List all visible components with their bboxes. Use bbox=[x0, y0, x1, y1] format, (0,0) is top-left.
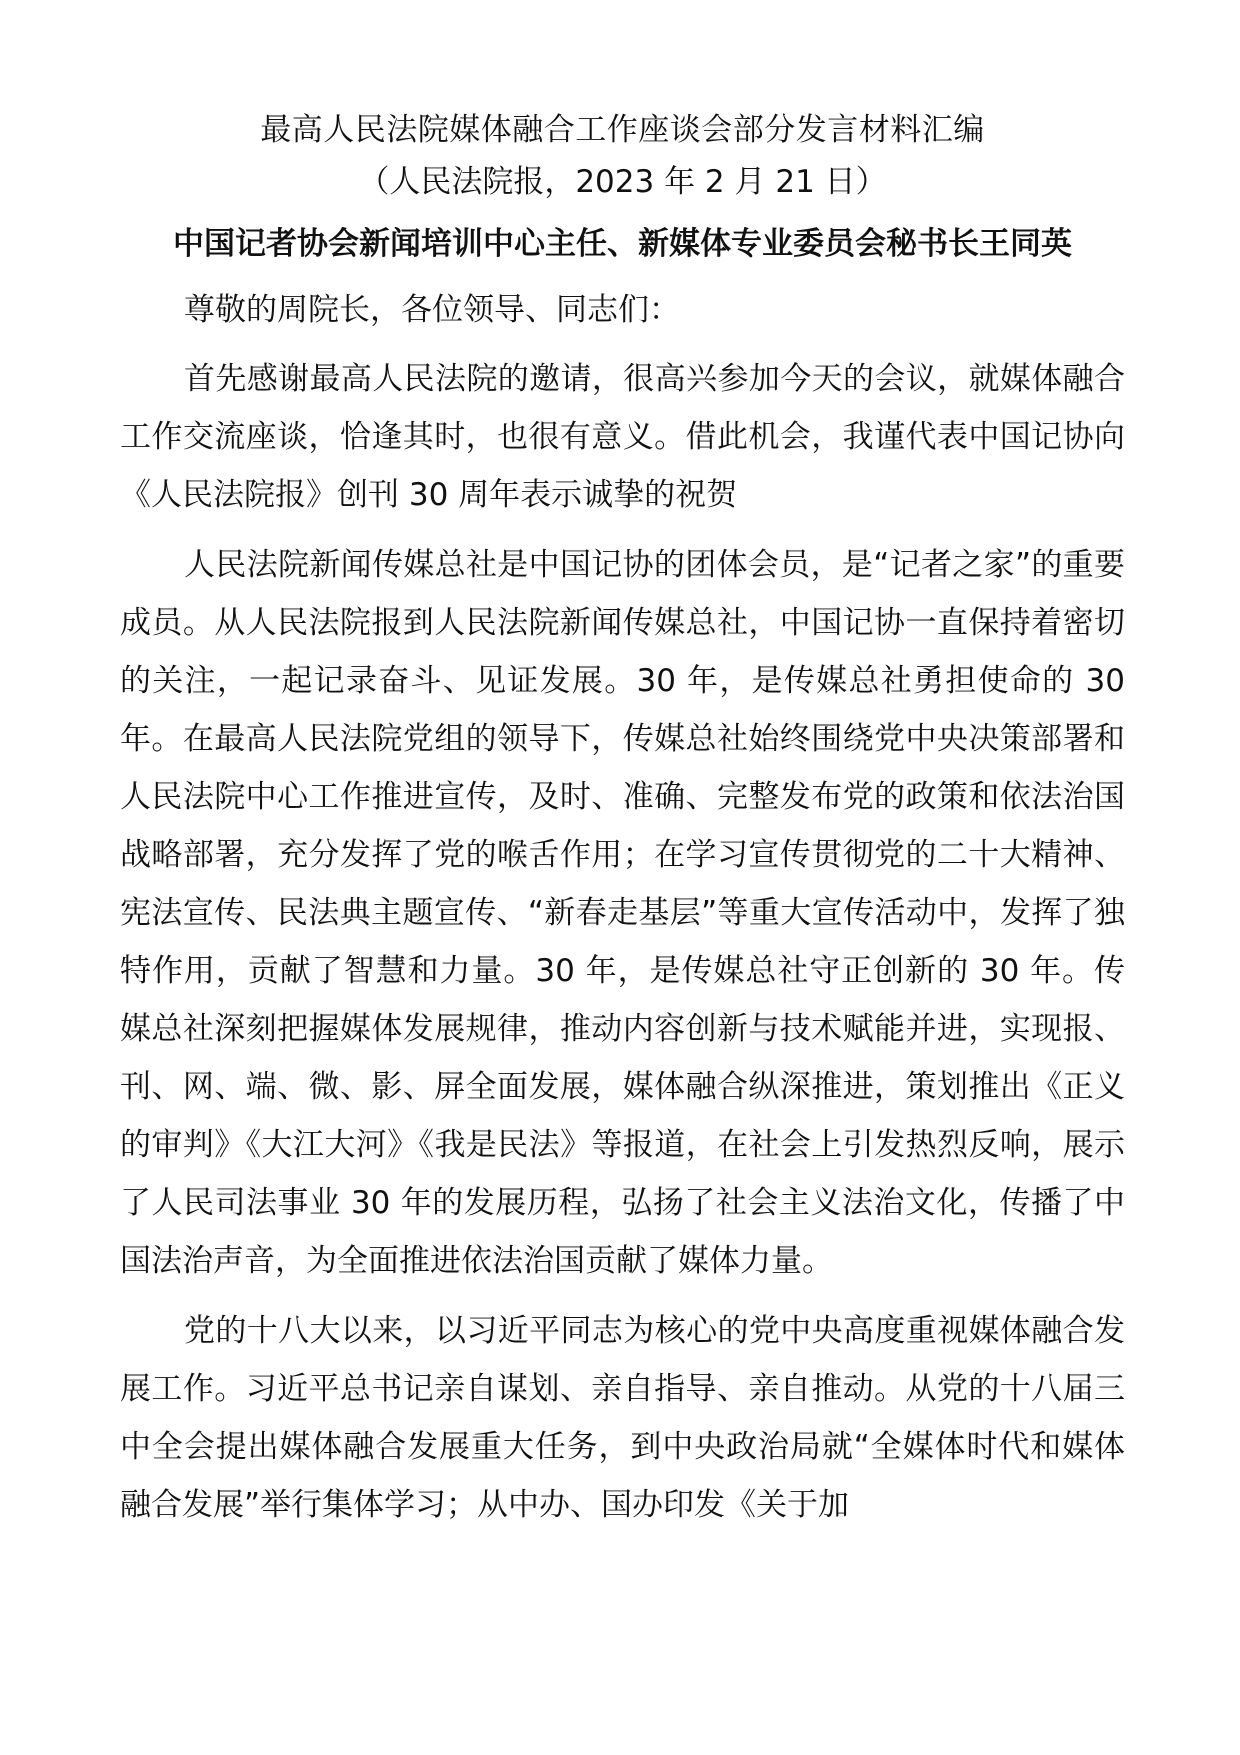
document-title: 最高人民法院媒体融合工作座谈会部分发言材料汇编 bbox=[260, 112, 985, 148]
document-subtitle: （人民法院报，2023 年 2 月 21 日） bbox=[358, 164, 887, 200]
greeting-line: 尊敬的周院长，各位领导、同志们： bbox=[184, 292, 680, 328]
speaker-heading: 中国记者协会新闻培训中心主任、新媒体专业委员会秘书长王同英 bbox=[173, 226, 1072, 262]
body-paragraph-3: 党的十八大以来，以习近平同志为核心的党中央高度重视媒体融合发展工作。习近平总书记亲自谋划、亲自指导、亲自推动。从党的十八届三中全会提出媒体融合发展重大任务，到中央政治局就“全媒体时代和媒体融合发展”举行集体学习；从中办、国办印发《关于加 bbox=[120, 1313, 1125, 1523]
document-page bbox=[120, 108, 1125, 1534]
body-paragraph-2: 人民法院新闻传媒总社是中国记协的团体会员，是“记者之家”的重要成员。从人民法院报到人民法院新闻传媒总社，中国记协一直保持着密切的关注，一起记录奋斗、见证发展。30 年，是传媒总社勇担使命的 30 年。在最高人民法院党组的领导下，传媒总社始终围绕党中央决策部署和人民法院中心工作推进宣传，及时、准确、完整发布党的政策和依法治国战略部署，充分发挥了党的喉舌作用；在学习宣传贯彻党的二十大精神、宪法宣传、民法典主题宣传、“新春走基层”等重大宣传活动中，发挥了独特作用，贡献了智慧和力量。30 年，是传媒总社守正创新的 30 年。传媒总社深刻把握媒体发展规律，推动内容创新与技术赋能并进，实现报、刊、网、端、微、影、屏全面发展，媒体融合纵深推进，策划推出《正义的审判》《大江大河》《我是民法》等报道，在社会上引发热烈反响，展示了人民司法事业 30 年的发展历程，弘扬了社会主义法治文化，传播了中国法治声音，为全面推进依法治国贡献了媒体力量。 bbox=[120, 547, 1125, 1279]
body-paragraph-1: 首先感谢最高人民法院的邀请，很高兴参加今天的会议，就媒体融合工作交流座谈，恰逢其时，也很有意义。借此机会，我谨代表中国记协向《人民法院报》创刊 30 周年表示诚挚的祝贺 bbox=[120, 361, 1125, 513]
